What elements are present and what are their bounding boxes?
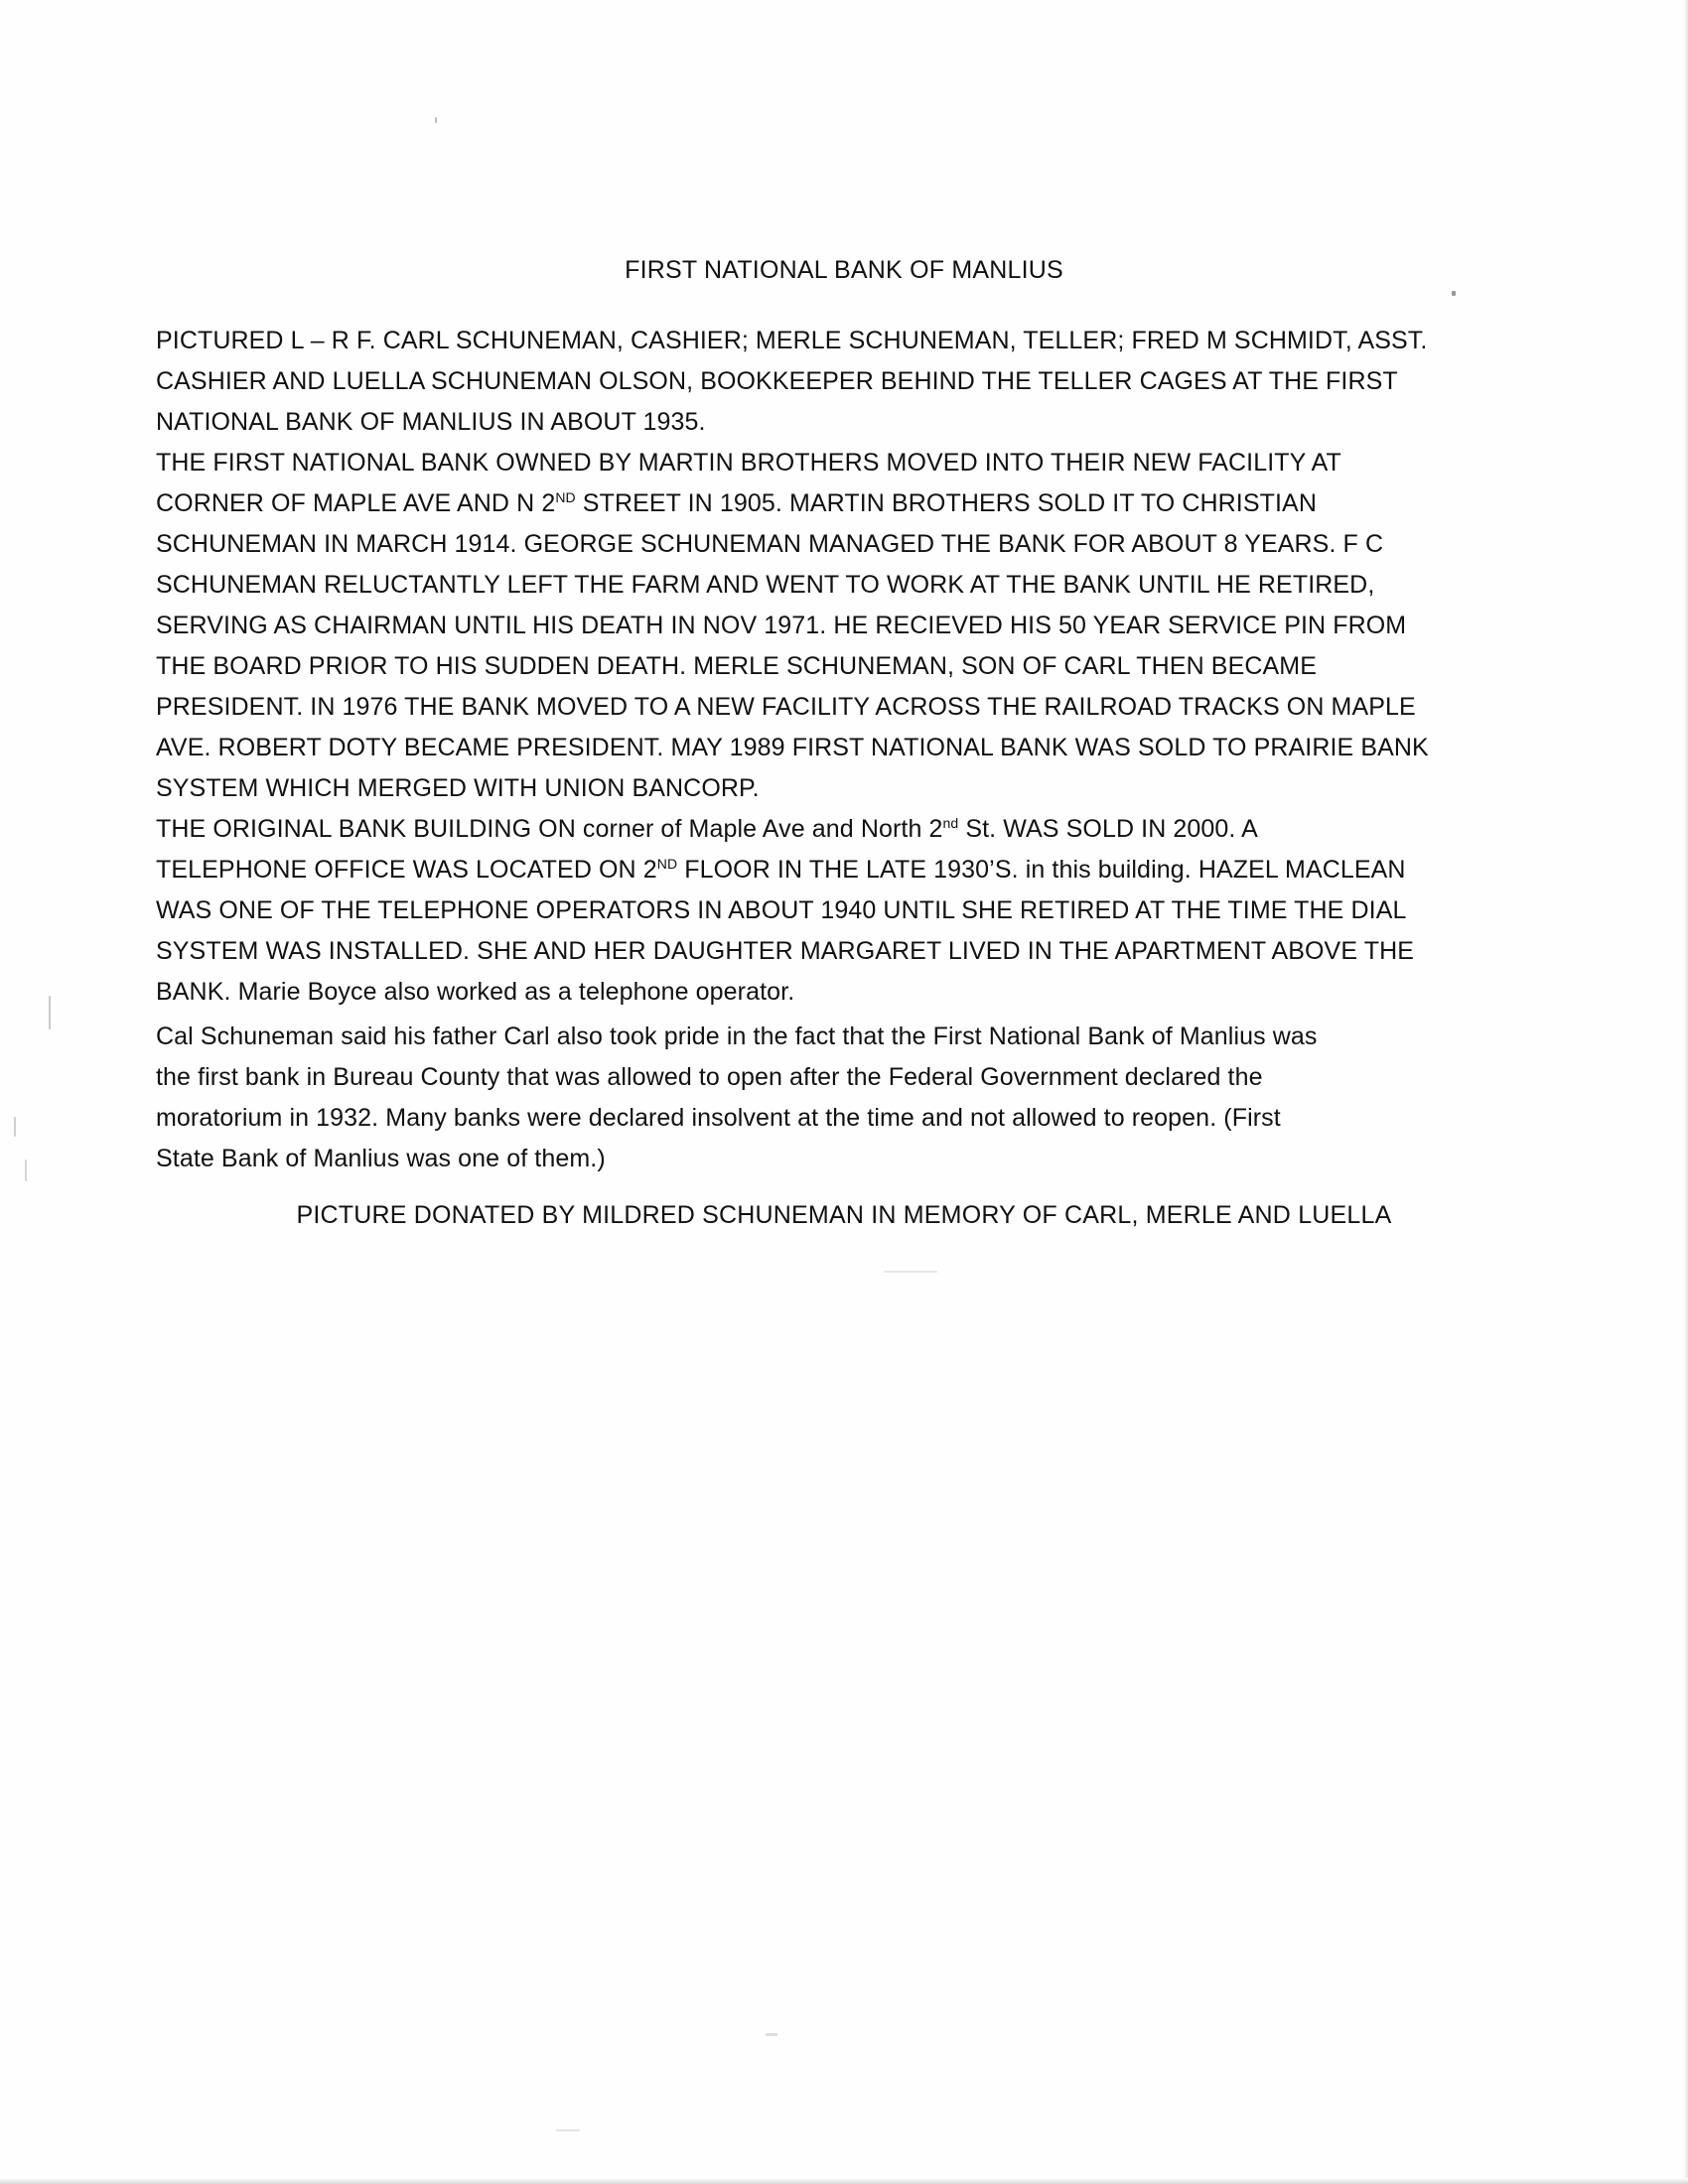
text-line bbox=[156, 483, 1467, 524]
scan-speck bbox=[25, 1160, 27, 1181]
text-line: CASHIER AND LUELLA SCHUNEMAN OLSON, BOOKKEEPER BEHIND THE TELLER CAGES AT THE FIRST bbox=[156, 367, 1398, 395]
text-line: AVE. ROBERT DOTY BECAME PRESIDENT. MAY 1989 FIRST NATIONAL BANK WAS SOLD TO PRAIRIE BANK bbox=[156, 734, 1429, 761]
text-line: the first bank in Bureau County that was allowed to open after the Federal Government declared the bbox=[156, 1063, 1263, 1091]
scan-edge bbox=[0, 2178, 1688, 2184]
text-line: SYSTEM WAS INSTALLED. SHE AND HER DAUGHTER MARGARET LIVED IN THE APARTMENT ABOVE THE bbox=[156, 937, 1415, 965]
ordinal-suffix: ND bbox=[656, 856, 678, 872]
text-line: NATIONAL BANK OF MANLIUS IN ABOUT 1935. bbox=[156, 408, 706, 436]
text-line: PRESIDENT. IN 1976 THE BANK MOVED TO A NEW FACILITY ACROSS THE RAILROAD TRACKS ON MAPLE bbox=[156, 693, 1416, 721]
text-segment: FLOOR IN THE LATE 1930’S. in this building. HAZEL MACLEAN bbox=[677, 856, 1406, 884]
scan-speck bbox=[766, 2033, 777, 2036]
text-line: SCHUNEMAN IN MARCH 1914. GEORGE SCHUNEMAN MANAGED THE BANK FOR ABOUT 8 YEARS. F C bbox=[156, 530, 1384, 558]
text-line: State Bank of Manlius was one of them.) bbox=[156, 1145, 606, 1172]
ordinal-suffix: ND bbox=[555, 489, 576, 505]
text-line: THE BOARD PRIOR TO HIS SUDDEN DEATH. MERLE SCHUNEMAN, SON OF CARL THEN BECAME bbox=[156, 652, 1317, 680]
document-title: FIRST NATIONAL BANK OF MANLIUS bbox=[625, 256, 1063, 284]
ordinal-suffix: nd bbox=[942, 815, 959, 831]
caption-block bbox=[156, 321, 1467, 1013]
text-segment: STREET IN 1905. MARTIN BROTHERS SOLD IT TO CHRISTIAN bbox=[575, 489, 1317, 517]
scan-speck bbox=[1452, 291, 1456, 296]
text-line: moratorium in 1932. Many banks were declared insolvent at the time and not allowed to reopen. (First bbox=[156, 1104, 1281, 1132]
text-segment: St. WAS SOLD IN 2000. A bbox=[958, 815, 1258, 843]
text-line: SCHUNEMAN RELUCTANTLY LEFT THE FARM AND WENT TO WORK AT THE BANK UNTIL HE RETIRED, bbox=[156, 571, 1375, 599]
scan-edge bbox=[1684, 0, 1688, 2184]
text-line bbox=[156, 850, 1467, 890]
text-line: PICTURED L – R F. CARL SCHUNEMAN, CASHIER; MERLE SCHUNEMAN, TELLER; FRED M SCHMIDT, ASST. bbox=[156, 327, 1428, 354]
scan-speck bbox=[884, 1271, 937, 1273]
scan-speck bbox=[14, 1117, 16, 1137]
scan-speck bbox=[49, 996, 51, 1029]
text-line: THE FIRST NATIONAL BANK OWNED BY MARTIN BROTHERS MOVED INTO THEIR NEW FACILITY AT bbox=[156, 449, 1341, 477]
text-line: Cal Schuneman said his father Carl also took pride in the fact that the First National Bank of Manlius was bbox=[156, 1023, 1318, 1050]
note-paragraph bbox=[156, 1017, 1467, 1179]
text-segment: THE ORIGINAL BANK BUILDING ON corner of Maple Ave and North 2 bbox=[156, 815, 943, 843]
scan-speck bbox=[435, 117, 437, 123]
text-line: BANK. Marie Boyce also worked as a telephone operator. bbox=[156, 978, 795, 1006]
text-line: WAS ONE OF THE TELEPHONE OPERATORS IN ABOUT 1940 UNTIL SHE RETIRED AT THE TIME THE DIAL bbox=[156, 896, 1407, 924]
text-line: SERVING AS CHAIRMAN UNTIL HIS DEATH IN NOV 1971. HE RECIEVED HIS 50 YEAR SERVICE PIN FROM bbox=[156, 612, 1407, 639]
text-segment: TELEPHONE OFFICE WAS LOCATED ON 2 bbox=[156, 856, 657, 884]
text-segment: CORNER OF MAPLE AVE AND N 2 bbox=[156, 489, 556, 517]
text-line bbox=[156, 809, 1467, 850]
scan-speck bbox=[556, 2129, 580, 2131]
donation-credit: PICTURE DONATED BY MILDRED SCHUNEMAN IN MEMORY OF CARL, MERLE AND LUELLA bbox=[296, 1201, 1392, 1229]
text-line: SYSTEM WHICH MERGED WITH UNION BANCORP. bbox=[156, 774, 760, 802]
